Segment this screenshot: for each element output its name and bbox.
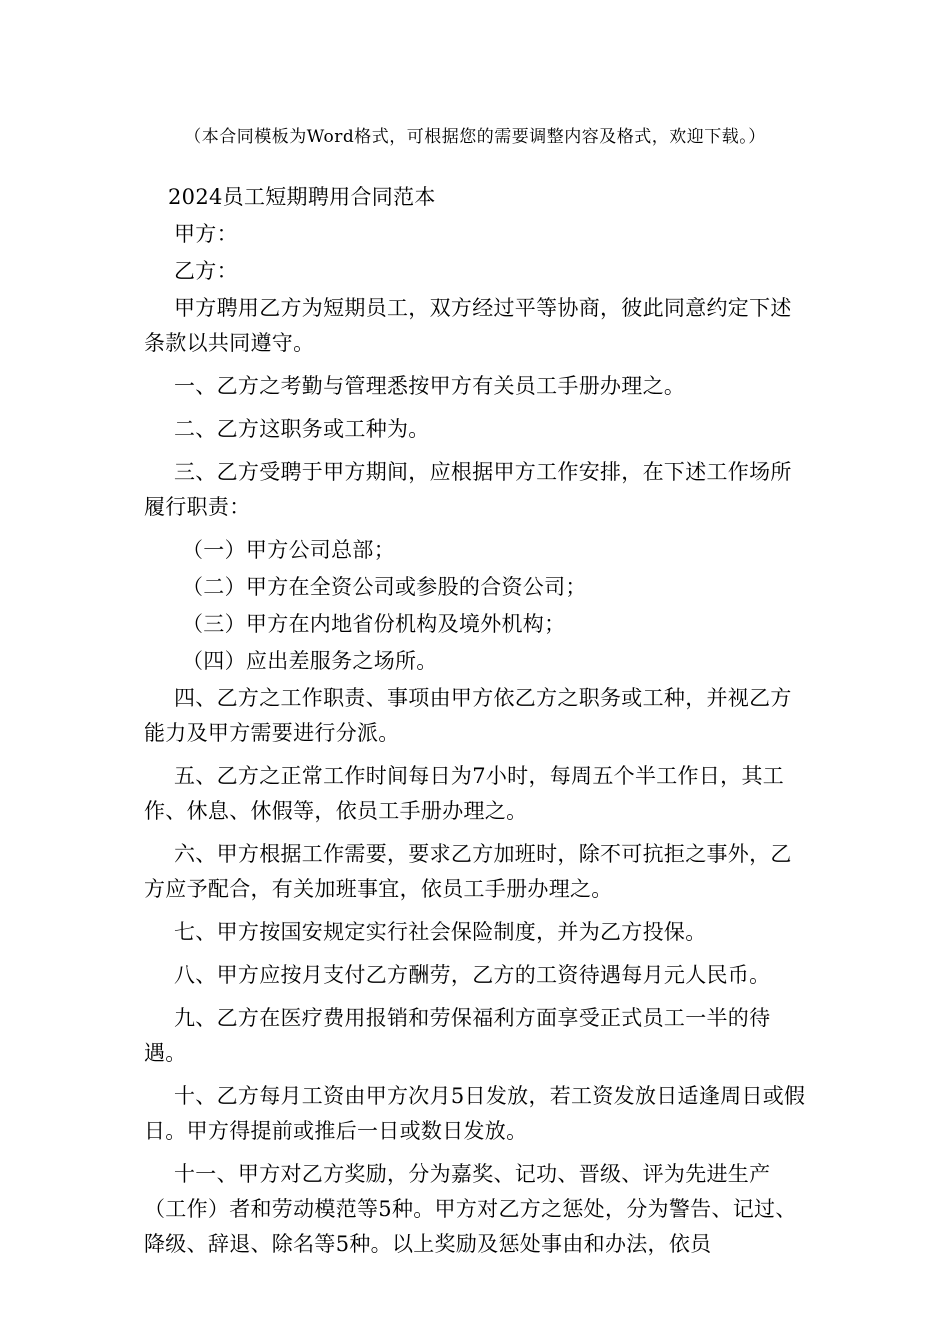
clause-11: 十一、甲方对乙方奖励，分为嘉奖、记功、晋级、评为先进生产（工作）者和劳动模范等5种。甲方对乙方之惩处，分为警告、记过、降级、辞退、除名等5种。以上奖励及惩处事由和办法，依员 (144, 1162, 797, 1256)
clause-10: 十、乙方每月工资由甲方次月5日发放，若工资发放日适逢周日或假日。甲方得提前或推后一日或数日发放。 (144, 1084, 806, 1143)
clause-9: 九、乙方在医疗费用报销和劳保福利方面享受正式员工一半的待遇。 (144, 1006, 771, 1065)
party-b-line: 乙方： (174, 259, 238, 283)
clause-2: 二、乙方这职务或工种为。 (174, 417, 430, 441)
contract-title: 2024员工短期聘用合同范本 (168, 185, 436, 209)
clause-8: 八、甲方应按月支付乙方酬劳，乙方的工资待遇每月元人民币。 (174, 963, 771, 987)
clause-3-item-4: （四）应出差服务之场所。 (182, 649, 438, 673)
contract-body (144, 180, 806, 1270)
clause-3-item-2: （二）甲方在全资公司或参股的合资公司； (182, 575, 587, 599)
preamble-paragraph: 甲方聘用乙方为短期员工，双方经过平等协商，彼此同意约定下述条款以共同遵守。 (144, 296, 792, 355)
clause-3-item-3: （三）甲方在内地省份机构及境外机构； (182, 612, 566, 636)
clause-7: 七、甲方按国安规定实行社会保险制度，并为乙方投保。 (174, 920, 707, 944)
party-a-line: 甲方： (174, 222, 238, 246)
clause-4: 四、乙方之工作职责、事项由甲方依乙方之职务或工种，并视乙方能力及甲方需要进行分派。 (144, 686, 792, 745)
clause-3-item-1: （一）甲方公司总部； (182, 538, 395, 562)
template-note: （本合同模板为Word格式，可根据您的需要调整内容及格式，欢迎下载。） (184, 127, 766, 147)
clause-6: 六、甲方根据工作需要，要求乙方加班时，除不可抗拒之事外，乙方应予配合，有关加班事宜，依员工手册办理之。 (144, 842, 792, 901)
clause-1: 一、乙方之考勤与管理悉按甲方有关员工手册办理之。 (174, 374, 686, 398)
clause-5: 五、乙方之正常工作时间每日为7小时，每周五个半工作日，其工作、休息、休假等，依员工手册办理之。 (144, 764, 785, 823)
clause-3: 三、乙方受聘于甲方期间，应根据甲方工作安排，在下述工作场所履行职责： (144, 460, 792, 519)
